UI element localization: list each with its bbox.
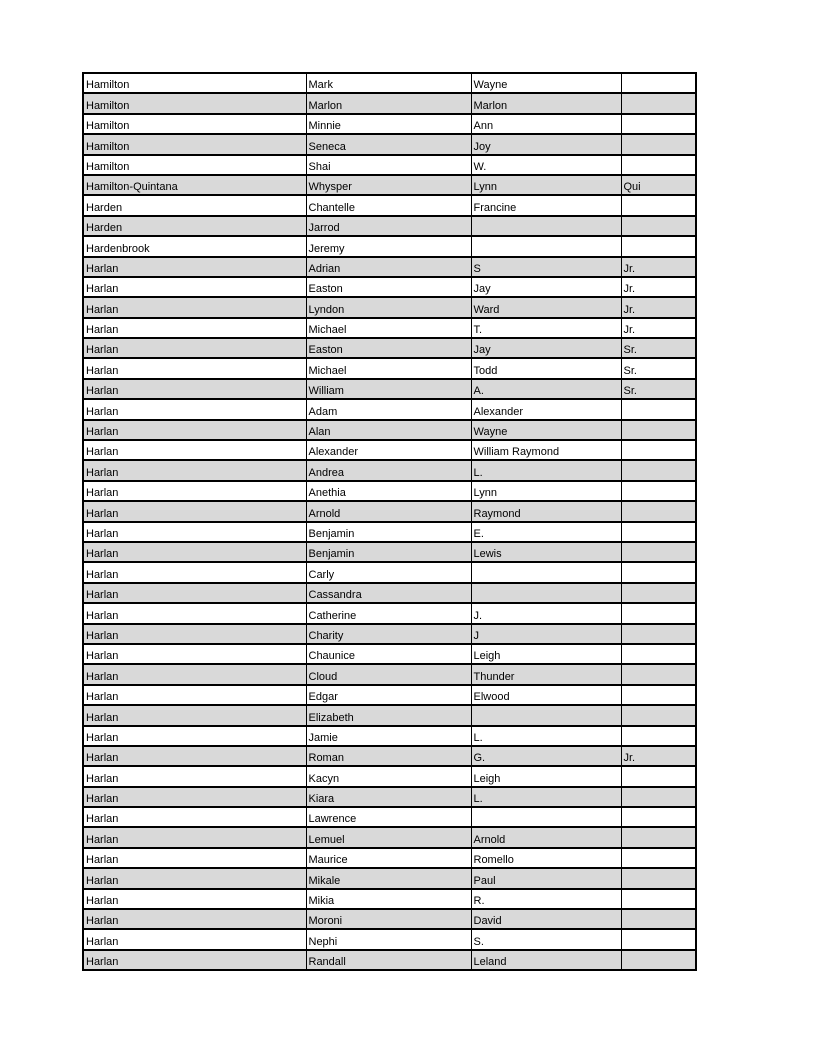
last-name-cell: Harlan (83, 705, 306, 725)
table-row (83, 807, 696, 827)
suffix-cell (621, 114, 696, 134)
first-name-cell: Carly (306, 562, 471, 582)
last-name-cell: Harlan (83, 827, 306, 847)
middle-name-cell: Arnold (471, 827, 621, 847)
suffix-cell (621, 787, 696, 807)
middle-name-cell (471, 236, 621, 256)
last-name-cell: Hamilton (83, 93, 306, 113)
suffix-cell (621, 807, 696, 827)
first-name-cell: Lawrence (306, 807, 471, 827)
first-name-cell: Edgar (306, 685, 471, 705)
suffix-cell (621, 562, 696, 582)
middle-name-cell: S. (471, 929, 621, 949)
table-row (83, 583, 696, 603)
middle-name-cell: J. (471, 603, 621, 623)
last-name-cell: Harlan (83, 787, 306, 807)
last-name-cell: Harlan (83, 318, 306, 338)
first-name-cell: Shai (306, 155, 471, 175)
table-row (83, 522, 696, 542)
middle-name-cell: L. (471, 460, 621, 480)
first-name-cell: Benjamin (306, 522, 471, 542)
table-row (83, 236, 696, 256)
first-name-cell: Jamie (306, 726, 471, 746)
last-name-cell: Harlan (83, 889, 306, 909)
first-name-cell: Charity (306, 624, 471, 644)
middle-name-cell: Ann (471, 114, 621, 134)
table-row (83, 644, 696, 664)
first-name-cell: Cloud (306, 664, 471, 684)
first-name-cell: Whysper (306, 175, 471, 195)
suffix-cell (621, 236, 696, 256)
middle-name-cell (471, 807, 621, 827)
middle-name-cell (471, 583, 621, 603)
suffix-cell (621, 624, 696, 644)
first-name-cell: Arnold (306, 501, 471, 521)
table-row (83, 277, 696, 297)
middle-name-cell: L. (471, 726, 621, 746)
suffix-cell (621, 542, 696, 562)
suffix-cell (621, 664, 696, 684)
last-name-cell: Harlan (83, 726, 306, 746)
first-name-cell: Seneca (306, 134, 471, 154)
table-row (83, 420, 696, 440)
suffix-cell (621, 501, 696, 521)
suffix-cell (621, 644, 696, 664)
table-row (83, 338, 696, 358)
middle-name-cell: Romello (471, 848, 621, 868)
middle-name-cell: Todd (471, 358, 621, 378)
last-name-cell: Harlan (83, 644, 306, 664)
middle-name-cell: Francine (471, 195, 621, 215)
middle-name-cell: Thunder (471, 664, 621, 684)
suffix-cell (621, 848, 696, 868)
first-name-cell: Roman (306, 746, 471, 766)
roster-body (83, 73, 696, 970)
table-row (83, 379, 696, 399)
first-name-cell: Kacyn (306, 766, 471, 786)
suffix-cell (621, 460, 696, 480)
name-roster-table (82, 72, 697, 971)
table-row (83, 542, 696, 562)
last-name-cell: Harlan (83, 807, 306, 827)
suffix-cell (621, 726, 696, 746)
last-name-cell: Harlan (83, 399, 306, 419)
last-name-cell: Hamilton (83, 73, 306, 93)
table-row (83, 358, 696, 378)
first-name-cell: Mikia (306, 889, 471, 909)
table-row (83, 827, 696, 847)
middle-name-cell (471, 216, 621, 236)
table-row (83, 889, 696, 909)
last-name-cell: Harlan (83, 868, 306, 888)
first-name-cell: Catherine (306, 603, 471, 623)
first-name-cell: William (306, 379, 471, 399)
middle-name-cell: Jay (471, 277, 621, 297)
suffix-cell (621, 868, 696, 888)
table-row (83, 257, 696, 277)
middle-name-cell: Wayne (471, 420, 621, 440)
last-name-cell: Harlan (83, 562, 306, 582)
last-name-cell: Harlan (83, 624, 306, 644)
middle-name-cell: William Raymond (471, 440, 621, 460)
table-row (83, 766, 696, 786)
last-name-cell: Harden (83, 195, 306, 215)
first-name-cell: Kiara (306, 787, 471, 807)
middle-name-cell: L. (471, 787, 621, 807)
suffix-cell (621, 583, 696, 603)
middle-name-cell: J (471, 624, 621, 644)
table-row (83, 909, 696, 929)
last-name-cell: Harlan (83, 420, 306, 440)
first-name-cell: Alan (306, 420, 471, 440)
first-name-cell: Marlon (306, 93, 471, 113)
table-row (83, 705, 696, 725)
middle-name-cell: Jay (471, 338, 621, 358)
table-row (83, 501, 696, 521)
table-row (83, 603, 696, 623)
table-row (83, 929, 696, 949)
middle-name-cell: Lynn (471, 481, 621, 501)
first-name-cell: Lyndon (306, 297, 471, 317)
table-row (83, 868, 696, 888)
middle-name-cell: Leigh (471, 766, 621, 786)
last-name-cell: Hardenbrook (83, 236, 306, 256)
last-name-cell: Harlan (83, 909, 306, 929)
last-name-cell: Harden (83, 216, 306, 236)
last-name-cell: Harlan (83, 297, 306, 317)
last-name-cell: Harlan (83, 277, 306, 297)
middle-name-cell: Elwood (471, 685, 621, 705)
first-name-cell: Jarrod (306, 216, 471, 236)
first-name-cell: Adrian (306, 257, 471, 277)
suffix-cell (621, 134, 696, 154)
table-row (83, 624, 696, 644)
last-name-cell: Harlan (83, 358, 306, 378)
suffix-cell: Jr. (621, 297, 696, 317)
suffix-cell (621, 73, 696, 93)
first-name-cell: Mark (306, 73, 471, 93)
first-name-cell: Adam (306, 399, 471, 419)
table-row (83, 726, 696, 746)
middle-name-cell: S (471, 257, 621, 277)
suffix-cell (621, 603, 696, 623)
middle-name-cell: A. (471, 379, 621, 399)
middle-name-cell: Leigh (471, 644, 621, 664)
suffix-cell: Sr. (621, 338, 696, 358)
first-name-cell: Anethia (306, 481, 471, 501)
last-name-cell: Hamilton (83, 134, 306, 154)
suffix-cell (621, 705, 696, 725)
last-name-cell: Harlan (83, 950, 306, 970)
suffix-cell (621, 909, 696, 929)
middle-name-cell (471, 705, 621, 725)
table-row (83, 114, 696, 134)
last-name-cell: Harlan (83, 440, 306, 460)
middle-name-cell (471, 562, 621, 582)
first-name-cell: Elizabeth (306, 705, 471, 725)
first-name-cell: Nephi (306, 929, 471, 949)
table-row (83, 297, 696, 317)
last-name-cell: Harlan (83, 501, 306, 521)
last-name-cell: Harlan (83, 746, 306, 766)
middle-name-cell: E. (471, 522, 621, 542)
middle-name-cell: Raymond (471, 501, 621, 521)
middle-name-cell: Paul (471, 868, 621, 888)
suffix-cell (621, 481, 696, 501)
table-row (83, 134, 696, 154)
last-name-cell: Harlan (83, 848, 306, 868)
first-name-cell: Cassandra (306, 583, 471, 603)
first-name-cell: Mikale (306, 868, 471, 888)
middle-name-cell: Wayne (471, 73, 621, 93)
table-row (83, 664, 696, 684)
suffix-cell (621, 827, 696, 847)
first-name-cell: Michael (306, 318, 471, 338)
first-name-cell: Easton (306, 277, 471, 297)
suffix-cell (621, 766, 696, 786)
middle-name-cell: Ward (471, 297, 621, 317)
last-name-cell: Harlan (83, 522, 306, 542)
middle-name-cell: Joy (471, 134, 621, 154)
middle-name-cell: Lynn (471, 175, 621, 195)
last-name-cell: Harlan (83, 338, 306, 358)
suffix-cell: Jr. (621, 746, 696, 766)
table-row (83, 950, 696, 970)
first-name-cell: Maurice (306, 848, 471, 868)
table-row (83, 787, 696, 807)
last-name-cell: Harlan (83, 257, 306, 277)
table-row (83, 481, 696, 501)
last-name-cell: Harlan (83, 685, 306, 705)
last-name-cell: Harlan (83, 929, 306, 949)
last-name-cell: Hamilton (83, 114, 306, 134)
suffix-cell (621, 440, 696, 460)
table-row (83, 848, 696, 868)
table-row (83, 216, 696, 236)
middle-name-cell: R. (471, 889, 621, 909)
table-row (83, 562, 696, 582)
table-row (83, 685, 696, 705)
last-name-cell: Harlan (83, 481, 306, 501)
middle-name-cell: G. (471, 746, 621, 766)
suffix-cell (621, 399, 696, 419)
last-name-cell: Hamilton-Quintana (83, 175, 306, 195)
first-name-cell: Michael (306, 358, 471, 378)
first-name-cell: Moroni (306, 909, 471, 929)
suffix-cell: Qui (621, 175, 696, 195)
first-name-cell: Lemuel (306, 827, 471, 847)
table-row (83, 93, 696, 113)
first-name-cell: Randall (306, 950, 471, 970)
last-name-cell: Harlan (83, 542, 306, 562)
suffix-cell (621, 93, 696, 113)
table-row (83, 460, 696, 480)
suffix-cell (621, 522, 696, 542)
table-row (83, 195, 696, 215)
middle-name-cell: T. (471, 318, 621, 338)
middle-name-cell: David (471, 909, 621, 929)
table-row (83, 318, 696, 338)
first-name-cell: Chantelle (306, 195, 471, 215)
table-row (83, 155, 696, 175)
table-row (83, 399, 696, 419)
suffix-cell (621, 889, 696, 909)
middle-name-cell: Lewis (471, 542, 621, 562)
middle-name-cell: Alexander (471, 399, 621, 419)
suffix-cell: Sr. (621, 358, 696, 378)
suffix-cell (621, 420, 696, 440)
middle-name-cell: W. (471, 155, 621, 175)
table-row (83, 175, 696, 195)
suffix-cell (621, 216, 696, 236)
suffix-cell (621, 929, 696, 949)
last-name-cell: Harlan (83, 603, 306, 623)
middle-name-cell: Marlon (471, 93, 621, 113)
first-name-cell: Chaunice (306, 644, 471, 664)
suffix-cell: Sr. (621, 379, 696, 399)
last-name-cell: Harlan (83, 664, 306, 684)
last-name-cell: Harlan (83, 766, 306, 786)
table-row (83, 73, 696, 93)
first-name-cell: Easton (306, 338, 471, 358)
first-name-cell: Jeremy (306, 236, 471, 256)
last-name-cell: Harlan (83, 583, 306, 603)
last-name-cell: Harlan (83, 460, 306, 480)
last-name-cell: Harlan (83, 379, 306, 399)
suffix-cell (621, 685, 696, 705)
suffix-cell: Jr. (621, 277, 696, 297)
last-name-cell: Hamilton (83, 155, 306, 175)
first-name-cell: Benjamin (306, 542, 471, 562)
suffix-cell (621, 950, 696, 970)
first-name-cell: Andrea (306, 460, 471, 480)
suffix-cell (621, 195, 696, 215)
table-row (83, 746, 696, 766)
suffix-cell (621, 155, 696, 175)
table-row (83, 440, 696, 460)
first-name-cell: Alexander (306, 440, 471, 460)
first-name-cell: Minnie (306, 114, 471, 134)
middle-name-cell: Leland (471, 950, 621, 970)
suffix-cell: Jr. (621, 257, 696, 277)
suffix-cell: Jr. (621, 318, 696, 338)
